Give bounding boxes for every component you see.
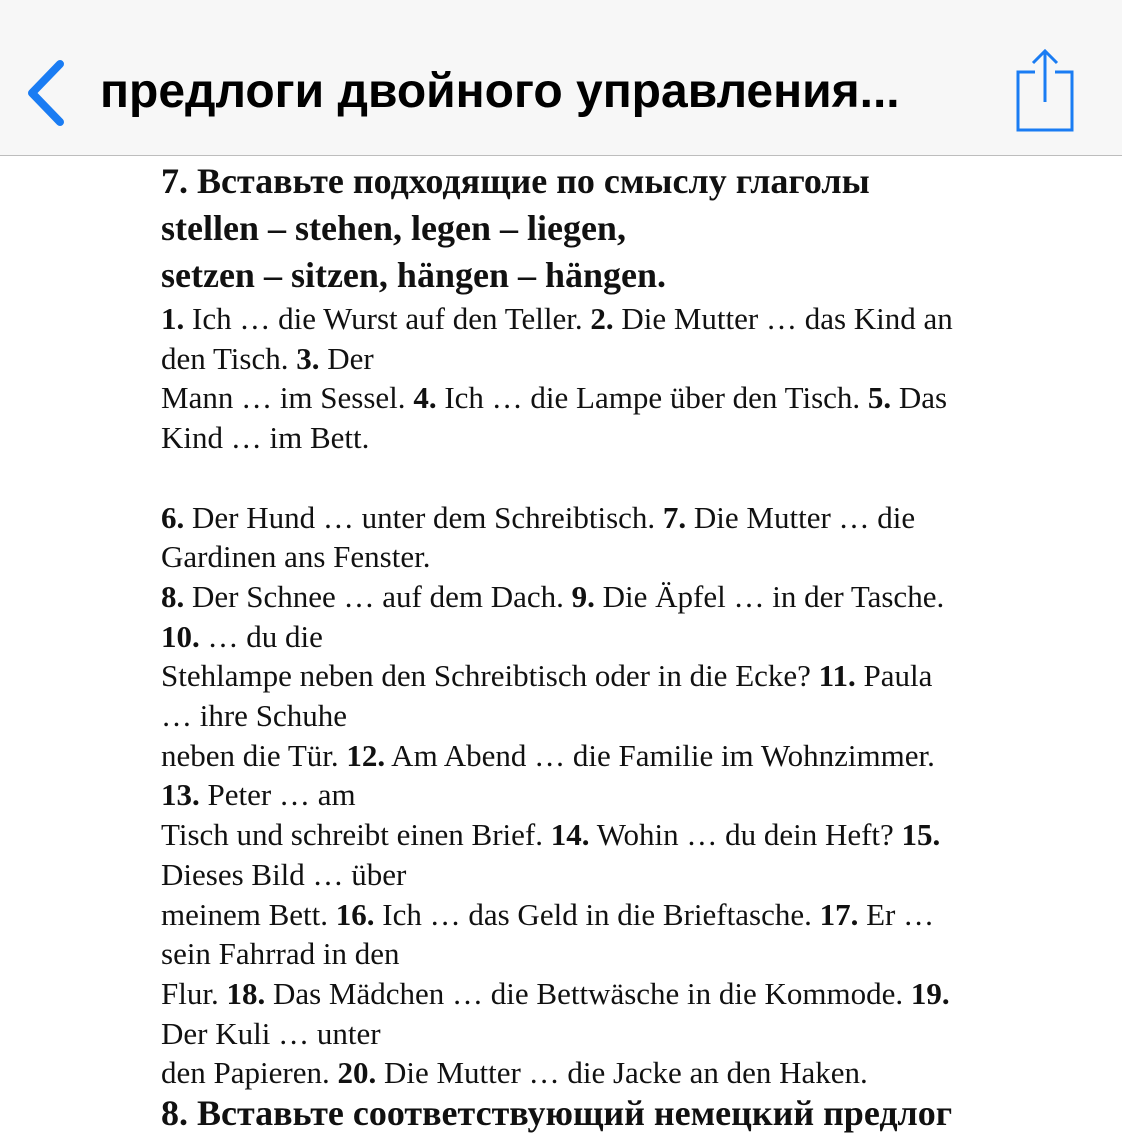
item-number: 10. bbox=[161, 618, 200, 654]
item-number: 1. bbox=[161, 301, 185, 336]
document-content bbox=[161, 158, 1061, 1093]
navigation-bar bbox=[0, 0, 1122, 156]
sentence-text: Die Äpfel … in der Tasche. bbox=[594, 578, 945, 614]
item-number: 9. bbox=[571, 578, 595, 614]
sentence-text: Er … bbox=[858, 896, 935, 932]
item-number: 20. bbox=[337, 1055, 377, 1091]
item-number: 14. bbox=[550, 817, 590, 853]
item-number: 4. bbox=[413, 380, 437, 416]
item-number: 19. bbox=[910, 975, 950, 1011]
item-number: 5. bbox=[867, 380, 892, 416]
exercise-text bbox=[161, 299, 1061, 1093]
next-exercise-heading: 8. Вставьте соответствующий немецкий предлог bbox=[161, 1093, 953, 1133]
sentence-text: … ihre Schuhe bbox=[161, 698, 347, 734]
back-button[interactable] bbox=[22, 58, 72, 128]
sentence-text: Der Kuli … unter bbox=[161, 1015, 381, 1051]
sentence-text: Ich … das Geld in die Brieftasche. bbox=[374, 896, 820, 932]
item-number: 6. bbox=[161, 499, 185, 535]
exercise-line bbox=[161, 775, 1061, 815]
item-number: 15. bbox=[901, 817, 941, 853]
item-number: 17. bbox=[819, 896, 859, 932]
sentence-text: Ich … die Wurst auf den Teller. bbox=[184, 301, 591, 336]
item-number: 7. bbox=[662, 499, 687, 535]
exercise-line bbox=[161, 418, 1061, 458]
exercise-line bbox=[161, 577, 1061, 617]
item-number: 8. bbox=[161, 578, 185, 614]
sentence-text: Der Schnee … auf dem Dach. bbox=[184, 578, 572, 614]
blank-line bbox=[161, 458, 1061, 498]
share-icon bbox=[1010, 48, 1080, 136]
sentence-text: meinem Bett. bbox=[161, 896, 336, 932]
sentence-text: Das Mädchen … die Bettwäsche in die Kommode. bbox=[265, 975, 911, 1011]
sentence-text: Mann … im Sessel. bbox=[161, 380, 414, 416]
sentence-text: Wohin … du dein Heft? bbox=[589, 817, 902, 853]
sentence-text: Dieses Bild … über bbox=[161, 856, 407, 892]
exercise-line bbox=[161, 696, 1061, 736]
item-number: 13. bbox=[161, 777, 200, 813]
exercise-line bbox=[161, 339, 1061, 379]
item-number: 11. bbox=[818, 658, 856, 694]
exercise-line bbox=[161, 934, 1061, 974]
item-number: 12. bbox=[346, 737, 386, 773]
sentence-text: … du die bbox=[199, 618, 323, 654]
chevron-left-icon bbox=[22, 58, 72, 128]
sentence-text: Gardinen ans Fenster. bbox=[161, 539, 431, 575]
exercise-line bbox=[161, 855, 1061, 895]
sentence-text: Die Mutter … die bbox=[686, 499, 916, 535]
sentence-text: Stehlampe neben den Schreibtisch oder in die Ecke? bbox=[161, 658, 819, 694]
sentence-text: Die Mutter … das Kind an bbox=[613, 301, 953, 336]
sentence-text: Das bbox=[891, 380, 948, 416]
exercise-line bbox=[161, 299, 1061, 339]
sentence-text: Kind … im Bett. bbox=[161, 420, 370, 456]
sentence-text: Tisch und schreibt einen Brief. bbox=[161, 817, 551, 853]
exercise-line bbox=[161, 537, 1061, 577]
exercise-heading-line-1: 7. Вставьте подходящие по смыслу глаголы bbox=[161, 161, 870, 201]
sentence-text: Flur. bbox=[161, 975, 227, 1011]
sentence-text: Der bbox=[319, 340, 374, 376]
exercise-heading-line-3: setzen – sitzen, hängen – hängen. bbox=[161, 255, 667, 295]
sentence-text: den Papieren. bbox=[161, 1055, 338, 1091]
exercise-line bbox=[161, 815, 1061, 855]
sentence-text: den Tisch. bbox=[161, 340, 297, 376]
item-number: 18. bbox=[226, 975, 266, 1011]
sentence-text: neben die Tür. bbox=[161, 737, 347, 773]
exercise-line bbox=[161, 656, 1061, 696]
exercise-line bbox=[161, 1053, 1061, 1093]
sentence-text: Paula bbox=[855, 658, 933, 694]
item-number: 16. bbox=[335, 896, 375, 932]
share-button[interactable] bbox=[1010, 48, 1080, 136]
sentence-text: Die Mutter … die Jacke an den Haken. bbox=[376, 1055, 868, 1091]
exercise-heading-line-2: stellen – stehen, legen – liegen, bbox=[161, 208, 626, 248]
exercise-line bbox=[161, 378, 1061, 418]
item-number: 3. bbox=[296, 340, 320, 376]
sentence-text: sein Fahrrad in den bbox=[161, 936, 400, 972]
exercise-line bbox=[161, 974, 1061, 1014]
exercise-line bbox=[161, 895, 1061, 935]
sentence-text: Der Hund … unter dem Schreibtisch. bbox=[184, 499, 663, 535]
sentence-text: Peter … am bbox=[199, 777, 356, 813]
item-number: 2. bbox=[590, 301, 614, 336]
exercise-line bbox=[161, 617, 1061, 657]
sentence-text: Ich … die Lampe über den Tisch. bbox=[436, 380, 868, 416]
document-title: предлоги двойного управления... bbox=[100, 65, 900, 118]
exercise-line bbox=[161, 1014, 1061, 1054]
sentence-text: Am Abend … die Familie im Wohnzimmer. bbox=[385, 737, 935, 773]
exercise-line bbox=[161, 498, 1061, 538]
exercise-line bbox=[161, 736, 1061, 776]
